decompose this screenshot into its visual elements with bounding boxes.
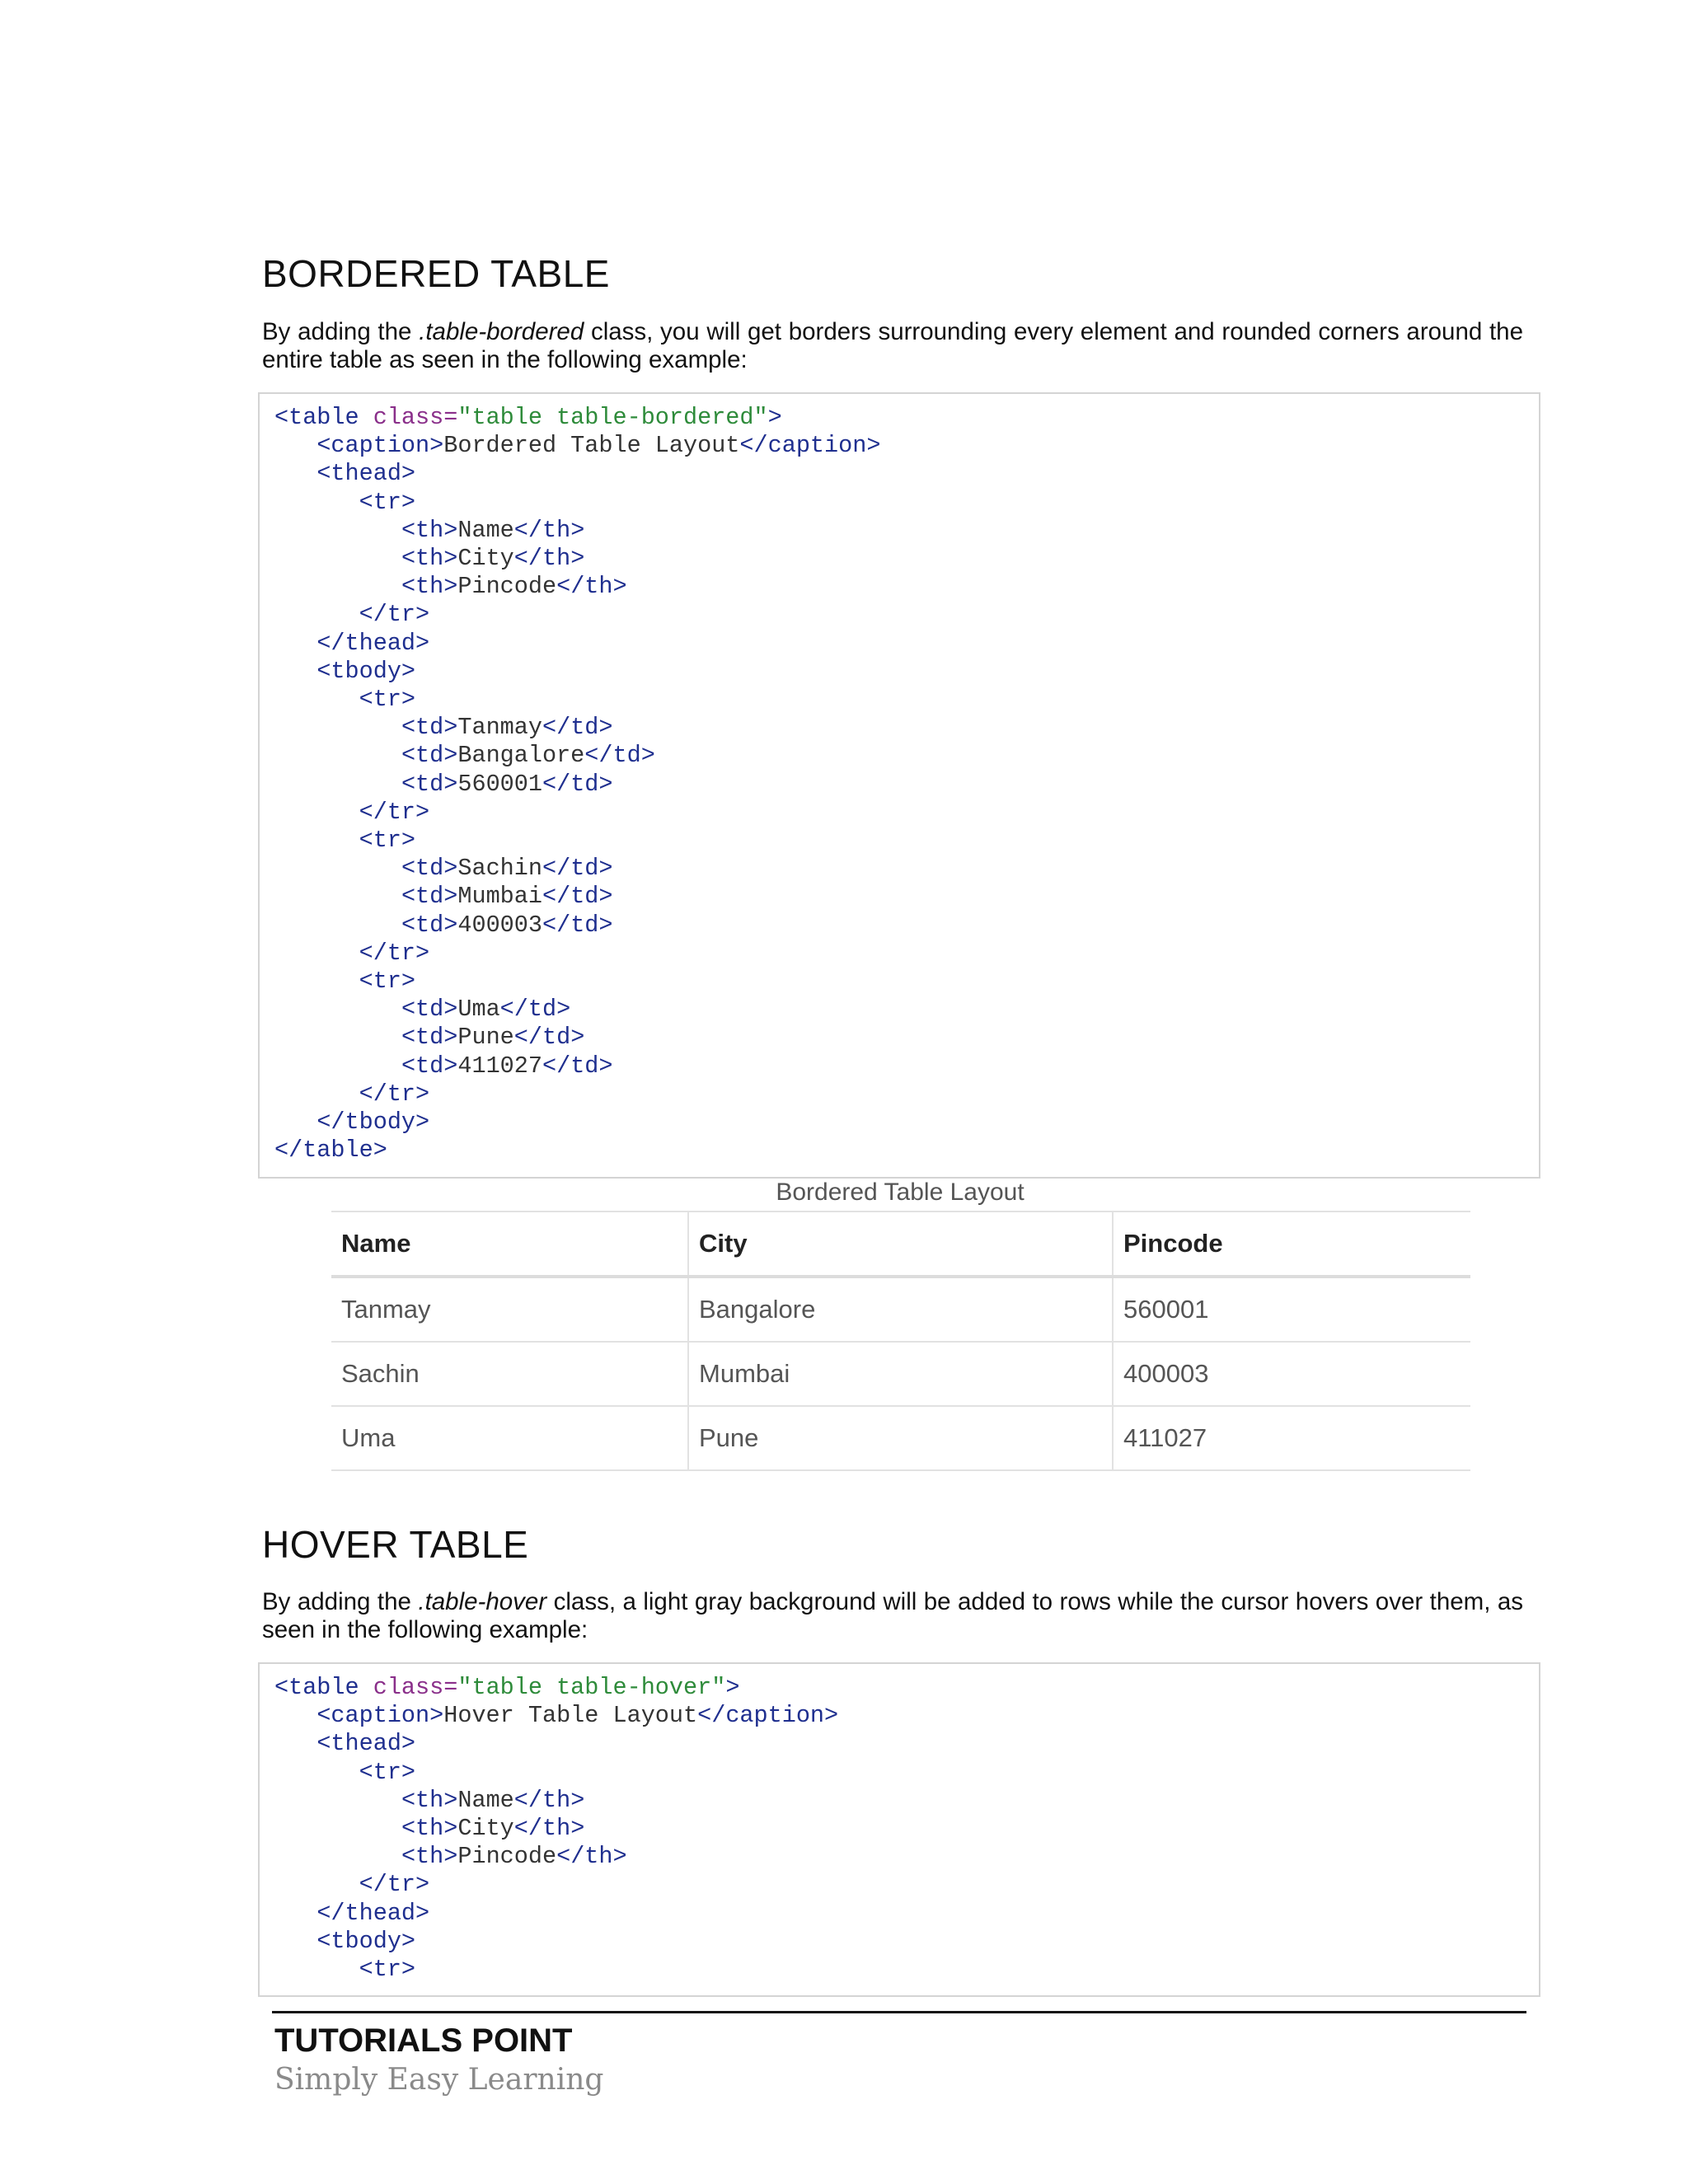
table-cell: Mumbai: [688, 1342, 1113, 1406]
column-header: City: [688, 1212, 1113, 1277]
para-text: class, a light gray background will be added to rows while the cursor hovers over them, as seen in the following example:: [262, 1588, 1523, 1643]
section-heading-bordered-table: BORDERED TABLE: [262, 252, 610, 295]
section-paragraph-hover: [262, 1588, 1523, 1644]
column-header: Pincode: [1113, 1212, 1470, 1277]
table-cell: Bangalore: [688, 1277, 1113, 1342]
table-row: [331, 1277, 1470, 1342]
code-block-bordered: [258, 392, 1540, 1179]
code-listing: <table class="table table-bordered"> <caption>Bordered Table Layout</caption> <thead> <tr> <th>Name</th> <th>City</th> <th>Pincode</th> </tr> </thead> <tbody> <tr> <td>Tanmay</td> <td>Bangalore</td> <td>560001</td> </tr> <tr> <td>Sachin</td> <td>Mumbai</td> <td>400003</td> </tr> <tr> <td>Uma</td> <td>Pune</td> <td>411027</td> </tr> </tbody> </table>: [274, 404, 881, 1165]
table-cell: Uma: [331, 1406, 688, 1470]
para-class-name: .table-hover: [418, 1588, 547, 1615]
para-class-name: .table-bordered: [419, 318, 584, 345]
demo-table-caption: Bordered Table Layout: [776, 1179, 1025, 1206]
table-row: [331, 1342, 1470, 1406]
section-heading-hover-table: HOVER TABLE: [262, 1523, 529, 1566]
table-cell: 400003: [1113, 1342, 1470, 1406]
code-block-hover: [258, 1662, 1540, 1997]
footer-divider: [272, 2011, 1526, 2013]
footer-title: TUTORIALS POINT: [274, 2022, 573, 2059]
code-listing: <table class="table table-hover"> <caption>Hover Table Layout</caption> <thead> <tr> <th>Name</th> <th>City</th> <th>Pincode</th> </tr> </thead> <tbody> <tr>: [274, 1674, 839, 1984]
table-header-row: [331, 1212, 1470, 1277]
bordered-demo-table: [331, 1211, 1470, 1471]
para-text: class, you will get borders surrounding every element and rounded corners around the entire table as seen in the following example:: [262, 318, 1523, 373]
table-cell: 411027: [1113, 1406, 1470, 1470]
para-text: By adding the: [262, 1588, 419, 1615]
table-cell: Sachin: [331, 1342, 688, 1406]
table-cell: 560001: [1113, 1277, 1470, 1342]
footer-subtitle: Simply Easy Learning: [274, 2063, 604, 2097]
section-paragraph-bordered: [262, 318, 1523, 374]
para-text: By adding the: [262, 318, 420, 345]
table-cell: Pune: [688, 1406, 1113, 1470]
table-row: [331, 1406, 1470, 1470]
table-cell: Tanmay: [331, 1277, 688, 1342]
column-header: Name: [331, 1212, 688, 1277]
